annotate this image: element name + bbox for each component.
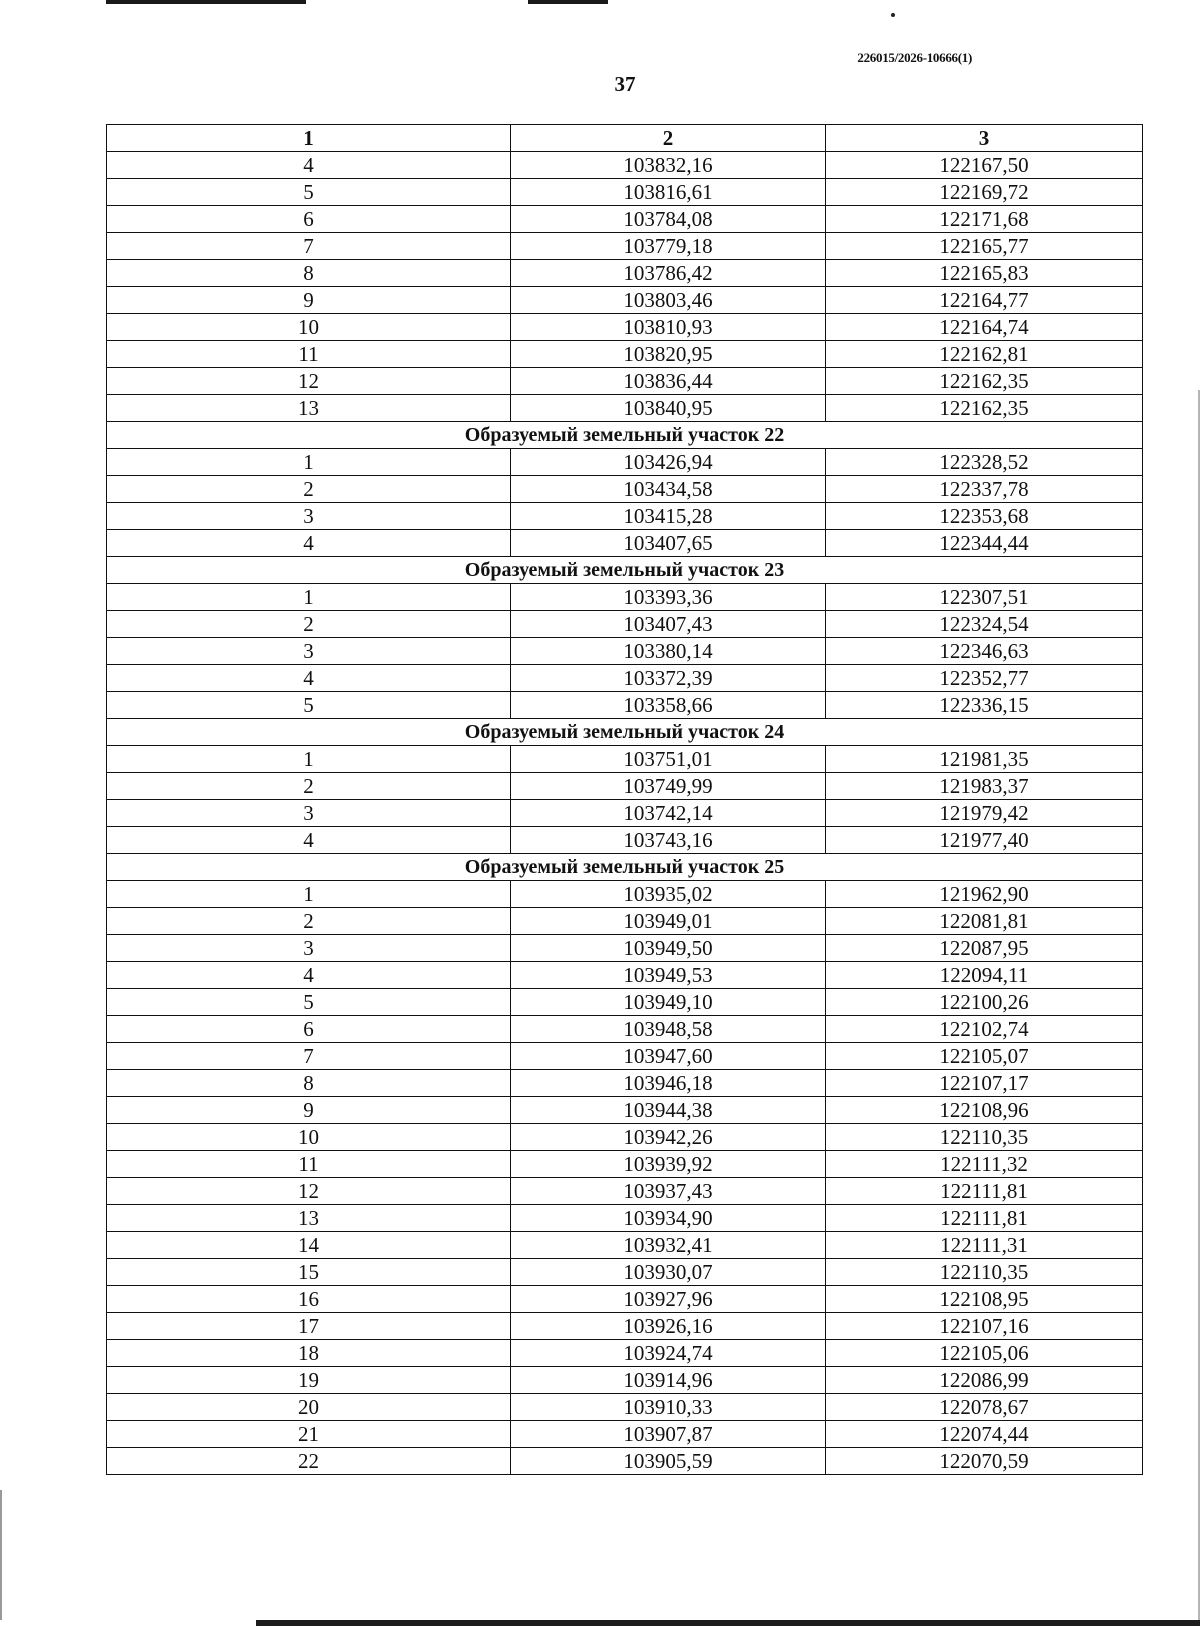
cell-y-coordinate: 122074,44 (826, 1421, 1143, 1448)
cell-y-coordinate: 122164,77 (826, 287, 1143, 314)
table-row (107, 800, 1143, 827)
cell-point-number: 2 (107, 908, 511, 935)
table-row (107, 746, 1143, 773)
cell-point-number: 4 (107, 827, 511, 854)
cell-point-number: 4 (107, 530, 511, 557)
cell-y-coordinate: 122105,07 (826, 1043, 1143, 1070)
table-row (107, 449, 1143, 476)
table-row (107, 827, 1143, 854)
cell-y-coordinate: 122346,63 (826, 638, 1143, 665)
table-row (107, 1232, 1143, 1259)
table-row (107, 530, 1143, 557)
cell-x-coordinate: 103840,95 (511, 395, 826, 422)
table-row (107, 503, 1143, 530)
cell-x-coordinate: 103934,90 (511, 1205, 826, 1232)
cell-y-coordinate: 122169,72 (826, 179, 1143, 206)
cell-point-number: 2 (107, 611, 511, 638)
cell-y-coordinate: 122171,68 (826, 206, 1143, 233)
cell-point-number: 9 (107, 1097, 511, 1124)
cell-y-coordinate: 122086,99 (826, 1367, 1143, 1394)
cell-x-coordinate: 103949,53 (511, 962, 826, 989)
table-row (107, 1016, 1143, 1043)
header-cell-point: 1 (107, 125, 511, 152)
cell-y-coordinate: 122167,50 (826, 152, 1143, 179)
table-row (107, 368, 1143, 395)
cell-y-coordinate: 122162,35 (826, 368, 1143, 395)
page-number: 37 (614, 72, 636, 96)
cell-x-coordinate: 103393,36 (511, 584, 826, 611)
cell-x-coordinate: 103816,61 (511, 179, 826, 206)
cell-x-coordinate: 103932,41 (511, 1232, 826, 1259)
cell-point-number: 2 (107, 773, 511, 800)
cell-point-number: 11 (107, 1151, 511, 1178)
cell-point-number: 16 (107, 1286, 511, 1313)
cell-x-coordinate: 103749,99 (511, 773, 826, 800)
cell-y-coordinate: 122107,16 (826, 1313, 1143, 1340)
cell-y-coordinate: 122110,35 (826, 1124, 1143, 1151)
cell-x-coordinate: 103380,14 (511, 638, 826, 665)
cell-x-coordinate: 103907,87 (511, 1421, 826, 1448)
scan-artifact-top-mid (528, 0, 608, 4)
table-row (107, 395, 1143, 422)
cell-point-number: 13 (107, 395, 511, 422)
table-row (107, 287, 1143, 314)
cell-x-coordinate: 103949,50 (511, 935, 826, 962)
cell-y-coordinate: 122337,78 (826, 476, 1143, 503)
cell-x-coordinate: 103810,93 (511, 314, 826, 341)
cell-point-number: 4 (107, 152, 511, 179)
cell-point-number: 7 (107, 1043, 511, 1070)
cell-x-coordinate: 103407,65 (511, 530, 826, 557)
cell-point-number: 18 (107, 1340, 511, 1367)
table-row (107, 152, 1143, 179)
cell-point-number: 1 (107, 584, 511, 611)
cell-y-coordinate: 121983,37 (826, 773, 1143, 800)
section-header-row (107, 854, 1143, 881)
cell-point-number: 3 (107, 935, 511, 962)
table-row (107, 1205, 1143, 1232)
table-row (107, 1259, 1143, 1286)
cell-y-coordinate: 122111,81 (826, 1205, 1143, 1232)
table-row (107, 1313, 1143, 1340)
table-row (107, 584, 1143, 611)
table-row (107, 1340, 1143, 1367)
table-row (107, 1043, 1143, 1070)
cell-y-coordinate: 122107,17 (826, 1070, 1143, 1097)
cell-point-number: 11 (107, 341, 511, 368)
cell-point-number: 12 (107, 368, 511, 395)
cell-y-coordinate: 121981,35 (826, 746, 1143, 773)
section-header-row (107, 719, 1143, 746)
cell-point-number: 6 (107, 1016, 511, 1043)
scan-artifact-bottom (256, 1620, 1200, 1626)
section-title: Образуемый земельный участок 25 (107, 854, 1143, 881)
section-title: Образуемый земельный участок 24 (107, 719, 1143, 746)
cell-y-coordinate: 122165,83 (826, 260, 1143, 287)
scan-artifact-dot (891, 13, 895, 17)
cell-x-coordinate: 103927,96 (511, 1286, 826, 1313)
table-row (107, 179, 1143, 206)
cell-point-number: 9 (107, 287, 511, 314)
cell-y-coordinate: 121977,40 (826, 827, 1143, 854)
coordinates-table (106, 124, 1143, 1475)
cell-y-coordinate: 122324,54 (826, 611, 1143, 638)
cell-point-number: 10 (107, 1124, 511, 1151)
cell-point-number: 15 (107, 1259, 511, 1286)
cell-x-coordinate: 103832,16 (511, 152, 826, 179)
cell-y-coordinate: 122105,06 (826, 1340, 1143, 1367)
cell-x-coordinate: 103937,43 (511, 1178, 826, 1205)
cell-x-coordinate: 103930,07 (511, 1259, 826, 1286)
cell-point-number: 5 (107, 989, 511, 1016)
table-row (107, 1367, 1143, 1394)
cell-x-coordinate: 103926,16 (511, 1313, 826, 1340)
table-row (107, 881, 1143, 908)
cell-x-coordinate: 103948,58 (511, 1016, 826, 1043)
cell-y-coordinate: 122070,59 (826, 1448, 1143, 1475)
cell-y-coordinate: 122111,32 (826, 1151, 1143, 1178)
cell-point-number: 8 (107, 1070, 511, 1097)
cell-x-coordinate: 103836,44 (511, 368, 826, 395)
cell-point-number: 22 (107, 1448, 511, 1475)
cell-point-number: 4 (107, 962, 511, 989)
cell-y-coordinate: 122307,51 (826, 584, 1143, 611)
cell-point-number: 17 (107, 1313, 511, 1340)
cell-y-coordinate: 122165,77 (826, 233, 1143, 260)
cell-x-coordinate: 103939,92 (511, 1151, 826, 1178)
cell-y-coordinate: 121979,42 (826, 800, 1143, 827)
cell-x-coordinate: 103914,96 (511, 1367, 826, 1394)
cell-point-number: 8 (107, 260, 511, 287)
table-row (107, 1178, 1143, 1205)
cell-x-coordinate: 103786,42 (511, 260, 826, 287)
table-row (107, 638, 1143, 665)
cell-x-coordinate: 103924,74 (511, 1340, 826, 1367)
table-row (107, 611, 1143, 638)
cell-point-number: 3 (107, 800, 511, 827)
cell-y-coordinate: 122328,52 (826, 449, 1143, 476)
cell-x-coordinate: 103905,59 (511, 1448, 826, 1475)
cell-point-number: 3 (107, 503, 511, 530)
cell-point-number: 5 (107, 692, 511, 719)
cell-x-coordinate: 103751,01 (511, 746, 826, 773)
cell-y-coordinate: 122087,95 (826, 935, 1143, 962)
cell-point-number: 1 (107, 746, 511, 773)
cell-x-coordinate: 103784,08 (511, 206, 826, 233)
cell-x-coordinate: 103779,18 (511, 233, 826, 260)
cell-y-coordinate: 122162,81 (826, 341, 1143, 368)
table-row (107, 1151, 1143, 1178)
cell-x-coordinate: 103910,33 (511, 1394, 826, 1421)
cell-x-coordinate: 103820,95 (511, 341, 826, 368)
cell-y-coordinate: 122162,35 (826, 395, 1143, 422)
section-header-row (107, 557, 1143, 584)
cell-x-coordinate: 103946,18 (511, 1070, 826, 1097)
table-row (107, 692, 1143, 719)
cell-y-coordinate: 122078,67 (826, 1394, 1143, 1421)
table-row (107, 1394, 1143, 1421)
cell-x-coordinate: 103407,43 (511, 611, 826, 638)
cell-point-number: 10 (107, 314, 511, 341)
table-header-row (107, 125, 1143, 152)
cell-x-coordinate: 103803,46 (511, 287, 826, 314)
cell-x-coordinate: 103426,94 (511, 449, 826, 476)
table-row (107, 989, 1143, 1016)
cell-y-coordinate: 122110,35 (826, 1259, 1143, 1286)
cell-y-coordinate: 122111,31 (826, 1232, 1143, 1259)
header-cell-y: 3 (826, 125, 1143, 152)
cell-y-coordinate: 122336,15 (826, 692, 1143, 719)
cell-y-coordinate: 122344,44 (826, 530, 1143, 557)
cell-y-coordinate: 122108,95 (826, 1286, 1143, 1313)
cell-x-coordinate: 103942,26 (511, 1124, 826, 1151)
cell-point-number: 19 (107, 1367, 511, 1394)
table-row (107, 341, 1143, 368)
cell-point-number: 5 (107, 179, 511, 206)
table-header (107, 125, 1143, 152)
cell-y-coordinate: 122352,77 (826, 665, 1143, 692)
cell-x-coordinate: 103358,66 (511, 692, 826, 719)
cell-x-coordinate: 103743,16 (511, 827, 826, 854)
cell-point-number: 6 (107, 206, 511, 233)
table-row (107, 665, 1143, 692)
table-row (107, 233, 1143, 260)
cell-x-coordinate: 103742,14 (511, 800, 826, 827)
cell-point-number: 21 (107, 1421, 511, 1448)
table-row (107, 908, 1143, 935)
cell-y-coordinate: 122094,11 (826, 962, 1143, 989)
table-row (107, 1448, 1143, 1475)
cell-y-coordinate: 122108,96 (826, 1097, 1143, 1124)
table-row (107, 476, 1143, 503)
cell-y-coordinate: 122102,74 (826, 1016, 1143, 1043)
table-row (107, 962, 1143, 989)
table-row (107, 260, 1143, 287)
cell-x-coordinate: 103947,60 (511, 1043, 826, 1070)
header-cell-x: 2 (511, 125, 826, 152)
table-row (107, 1124, 1143, 1151)
table-body (107, 152, 1143, 1475)
cell-y-coordinate: 122111,81 (826, 1178, 1143, 1205)
document-code: 226015/2026-10666(1) (857, 50, 972, 65)
cell-x-coordinate: 103949,01 (511, 908, 826, 935)
cell-x-coordinate: 103935,02 (511, 881, 826, 908)
cell-point-number: 7 (107, 233, 511, 260)
section-title: Образуемый земельный участок 23 (107, 557, 1143, 584)
scan-artifact-top-left (106, 0, 306, 4)
cell-point-number: 3 (107, 638, 511, 665)
table-row (107, 1421, 1143, 1448)
cell-point-number: 20 (107, 1394, 511, 1421)
section-title: Образуемый земельный участок 22 (107, 422, 1143, 449)
cell-x-coordinate: 103372,39 (511, 665, 826, 692)
cell-point-number: 2 (107, 476, 511, 503)
section-header-row (107, 422, 1143, 449)
cell-x-coordinate: 103949,10 (511, 989, 826, 1016)
cell-y-coordinate: 121962,90 (826, 881, 1143, 908)
cell-point-number: 13 (107, 1205, 511, 1232)
cell-point-number: 1 (107, 449, 511, 476)
cell-x-coordinate: 103415,28 (511, 503, 826, 530)
table-row (107, 1097, 1143, 1124)
table-row (107, 314, 1143, 341)
table-row (107, 1070, 1143, 1097)
cell-point-number: 14 (107, 1232, 511, 1259)
cell-y-coordinate: 122353,68 (826, 503, 1143, 530)
cell-y-coordinate: 122100,26 (826, 989, 1143, 1016)
cell-x-coordinate: 103434,58 (511, 476, 826, 503)
scan-edge-left (0, 1490, 2, 1620)
cell-y-coordinate: 122081,81 (826, 908, 1143, 935)
table-row (107, 1286, 1143, 1313)
cell-point-number: 4 (107, 665, 511, 692)
table-row (107, 206, 1143, 233)
table-row (107, 935, 1143, 962)
cell-point-number: 12 (107, 1178, 511, 1205)
cell-y-coordinate: 122164,74 (826, 314, 1143, 341)
cell-point-number: 1 (107, 881, 511, 908)
cell-x-coordinate: 103944,38 (511, 1097, 826, 1124)
table-row (107, 773, 1143, 800)
